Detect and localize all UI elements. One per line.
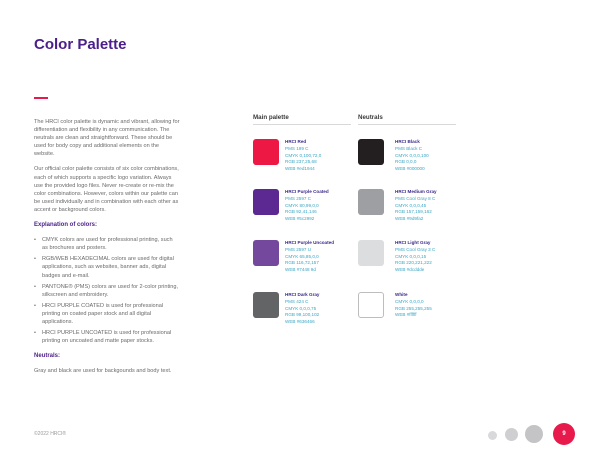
page-number-badge: 9 (553, 423, 575, 445)
swatch-spec: WEB #9d9fa2 (395, 216, 424, 222)
swatch-spec: CMYK 65,85,0,0 (285, 253, 319, 259)
swatch-spec: WEB #5c2992 (285, 216, 315, 222)
swatch-name: HRCI Light Gray (395, 240, 431, 245)
decor-dot-large (525, 425, 543, 443)
swatch-spec: RGB 0,0,0 (395, 159, 417, 165)
swatch-spec: PMS 424 C (285, 298, 309, 304)
swatch-name: HRCI Dark Gray (285, 292, 320, 297)
accent-rule (34, 97, 48, 99)
list-item: • PANTONE® (PMS) colors are used for 2-color printing, silkscreen and embroidery. (34, 283, 180, 299)
color-chip (253, 139, 279, 165)
color-chip (358, 139, 384, 165)
swatch-spec: WEB #000000 (395, 166, 425, 172)
swatch-name: HRCI Purple Uncoated (285, 240, 335, 245)
intro-paragraph-1: The HRCI color palette is dynamic and vibrant, allowing for differentiation and flexibility in any communication. The neutrals are clean and straightforward. These should be used for body copy and additional elements on the website. (34, 119, 180, 158)
swatch-spec: RGB 92,41,146 (285, 209, 317, 215)
swatch-spec: RGB 99,100,102 (285, 312, 320, 318)
swatch-spec: PMS 199 C (285, 145, 309, 151)
main-palette-rule (253, 124, 351, 125)
swatch-spec: PMS 2597 C (285, 195, 312, 201)
swatch-specs (395, 292, 475, 319)
neutrals-rule (358, 124, 456, 125)
list-item: • RGB/WEB HEXADECIMAL colors are used for digital applications, such as websites, banner ads, digital badges and e-mail. (34, 255, 180, 279)
swatch-spec: RGB 157,159,162 (395, 209, 432, 215)
swatch-specs (395, 139, 475, 173)
body-text-column (34, 118, 180, 382)
color-chip (253, 292, 279, 318)
swatch-specs (285, 292, 365, 326)
neutrals-note-text: Gray and black are used for backgounds and body text. (34, 368, 172, 375)
swatch-name: HRCI Purple Coated (285, 189, 329, 194)
swatch-specs (285, 189, 365, 223)
intro-paragraph-2: Our official color palette consists of six color combinations, each of which supports a specific logo variation. Always use the provided logo files. Never re-create or re-mix the color combinations. However, colors within our palette can be used individually and in combination with each other as accent or background colors. (34, 166, 179, 213)
swatch-spec: RGB 255,255,255 (395, 305, 432, 311)
swatch-spec: PMS Cool Gray 8 C (395, 195, 436, 201)
swatch-spec: RGB 220,221,222 (395, 260, 432, 266)
swatch-name: HRCI Black (395, 139, 420, 144)
color-chip (358, 189, 384, 215)
swatch-spec: WEB #ffffff (395, 312, 417, 318)
color-chip (358, 292, 384, 318)
color-chip (253, 240, 279, 266)
list-item: • HRCI PURPLE COATED is used for professional printing on coated paper stock and all digital applications. (34, 302, 180, 326)
swatch-specs (285, 139, 365, 173)
swatch-specs (285, 240, 365, 274)
swatch-spec: CMYK 80,99,0,0 (285, 202, 319, 208)
swatch-spec: CMYK 0,0,0,15 (395, 253, 427, 259)
swatch-spec: CMYK 0,0,0,0 (395, 298, 424, 304)
swatch-spec: WEB #dcddde (395, 267, 425, 273)
swatch-spec: RGB 116,72,157 (285, 260, 319, 266)
footer-copyright: ©2022 HRCI® (34, 431, 67, 437)
page-title: Color Palette (34, 36, 127, 53)
explanation-list (34, 236, 180, 345)
swatch-name: HRCI Red (285, 139, 307, 144)
swatch-spec: PMS Cool Gray 3 C (395, 246, 436, 252)
swatch-spec: WEB #636466 (285, 319, 315, 325)
swatch-spec: PMS 2597 U (285, 246, 312, 252)
explanation-heading: Explanation of colors: (34, 222, 98, 229)
list-item: • HRCI PURPLE UNCOATED is used for professional printing on uncoated and matte paper stocks. (34, 329, 180, 345)
decor-dot-medium (505, 428, 518, 441)
swatch-spec: CMYK 0,0,0,100 (395, 152, 429, 158)
swatch-spec: RGB 237,25,68 (285, 159, 317, 165)
swatch-spec: PMS Black C (395, 145, 423, 151)
neutrals-heading: Neutrals (358, 114, 383, 121)
swatch-spec: CMYK 0,0,0,45 (395, 202, 427, 208)
swatch-name: White (395, 292, 408, 297)
neutrals-note-heading: Neutrals: (34, 353, 61, 360)
color-chip (253, 189, 279, 215)
decor-dot-small (488, 431, 497, 440)
list-item: • CMYK colors are used for professional printing, such as brochures and posters. (34, 236, 180, 252)
main-palette-heading: Main palette (253, 114, 289, 121)
swatch-spec: WEB #ed1944 (285, 166, 315, 172)
swatch-spec: WEB #7448 9d (285, 267, 316, 273)
swatch-spec: CMYK 0,100,72,0 (285, 152, 322, 158)
swatch-specs (395, 240, 475, 274)
swatch-specs (395, 189, 475, 223)
swatch-spec: CMYK 0,0,0,75 (285, 305, 317, 311)
color-chip (358, 240, 384, 266)
swatch-name: HRCI Medium Gray (395, 189, 437, 194)
